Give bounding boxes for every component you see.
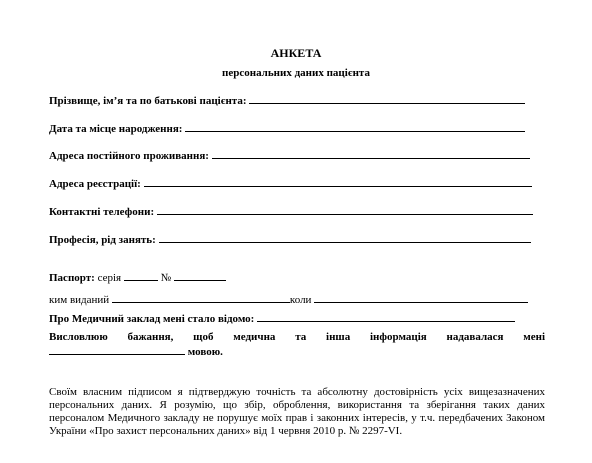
word: Висловлюю [49,331,108,343]
phones-label: Контактні телефони: [49,206,155,218]
passport-label: Паспорт: [49,272,95,284]
word: інша [326,331,351,343]
learned-row [49,311,515,326]
registration-label: Адреса реєстрації: [49,178,141,190]
phones-field[interactable] [157,204,533,215]
full-name-field[interactable] [249,93,525,104]
full-name-row [49,93,525,108]
full-name-label: Прізвище, ім’я та по батькові пацієнта: [49,95,247,107]
registration-row [49,176,532,191]
birth-label: Дата та місце народження: [49,123,183,135]
language-wish-line1 [49,330,545,344]
registration-field[interactable] [144,176,532,187]
passport-series-field[interactable] [124,270,158,281]
language-suffix: мовою. [187,346,223,358]
issued-by-text: ким виданий [49,294,110,306]
language-field[interactable] [49,344,185,355]
phones-row [49,204,533,219]
residence-field[interactable] [212,148,530,159]
passport-number-text: № [160,272,172,284]
occupation-row [49,232,531,247]
word: щоб [193,331,214,343]
passport-number-field[interactable] [174,270,226,281]
passport-row [49,270,226,285]
occupation-label: Професія, рід занять: [49,234,156,246]
word: надавалася [446,331,504,343]
word: медична [233,331,276,343]
word: та [295,331,307,343]
passport-issued-row [49,292,528,307]
form-subtitle: персональних даних пацієнта [222,67,370,79]
birth-row [49,121,525,136]
learned-label: Про Медичний заклад мені стало відомо: [49,313,255,325]
residence-row [49,148,530,163]
passport-series-text: серія [97,272,122,284]
form-title: АНКЕТА [270,46,322,60]
occupation-field[interactable] [159,232,531,243]
word: мені [523,331,546,343]
birth-field[interactable] [185,121,525,132]
issued-when-field[interactable] [314,292,528,303]
language-wish-line2 [49,344,223,359]
learned-field[interactable] [257,311,515,322]
word: інформація [370,331,427,343]
residence-label: Адреса постійного проживання: [49,150,209,162]
word: бажання, [127,331,174,343]
consent-paragraph: Своїм власним підписом я підтверджую точність та абсолютну достовірність усіх вищезазначених персональних даних. Я розумію, що збір, оброблення, використання та зберігання таких даних персоналом Медичного закладу не порушує моїх прав і законних інтересів, у т.ч. передбачених Законом України «Про захист персональних даних» від 1 червня 2010 р. № 2297-VI. [49,386,545,437]
issued-by-field[interactable] [112,292,290,303]
issued-when-text: коли [289,294,312,306]
